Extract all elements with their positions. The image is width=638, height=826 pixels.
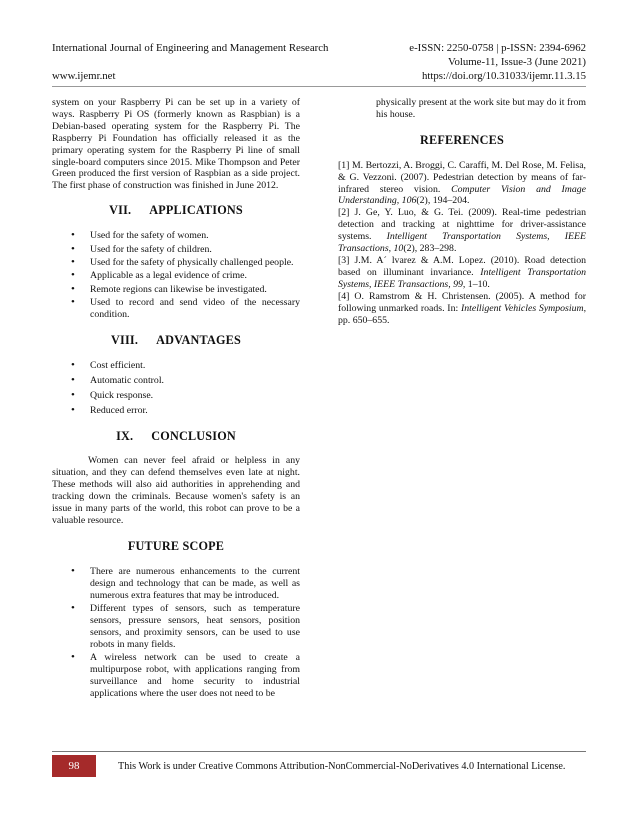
page-number-badge: 98 xyxy=(52,755,96,777)
applications-list xyxy=(52,230,300,321)
left-column xyxy=(52,97,300,701)
list-item: • Used to record and send video of the necessary condition. xyxy=(52,297,300,321)
list-item: • A wireless network can be used to create a multipurpose robot, with applications ranging from surveillance and home security to industrial applications where the user does not need to be xyxy=(52,652,300,700)
reference-item: [2] J. Ge, Y. Luo, & G. Tei. (2009). Real-time pedestrian detection and tracking at nighttime for driver-assistance systems. Intelligent Transportation Systems, IEEE Transactions, 10(2), 283–298. xyxy=(338,207,586,255)
list-item: • Used for the safety of children. xyxy=(52,244,300,256)
list-item: • Remote regions can likewise be investigated. xyxy=(52,284,300,296)
issn-info: e-ISSN: 2250-0758 | p-ISSN: 2394-6962 xyxy=(409,42,586,54)
list-item: • There are numerous enhancements to the current design and technology that can be made, as well as numerous extra features that may be introduced. xyxy=(52,566,300,602)
header-divider xyxy=(52,86,586,87)
page-footer xyxy=(52,755,586,777)
website-link[interactable]: www.ijemr.net xyxy=(52,70,116,82)
applications-heading xyxy=(52,205,300,217)
reference-item: [4] O. Ramstrom & H. Christensen. (2005). A method for following unmarked roads. In: Intelligent Vehicles Symposium, pp. 650–655. xyxy=(338,290,587,326)
future-scope-list xyxy=(52,566,300,700)
applications-number: VII. xyxy=(109,203,132,218)
list-item: • Used for the safety of physically challenged people. xyxy=(52,257,300,269)
applications-title: APPLICATIONS xyxy=(149,203,243,218)
running-header-top xyxy=(52,41,586,55)
advantages-list xyxy=(52,360,300,417)
conclusion-title: CONCLUSION xyxy=(151,428,236,443)
volume-info: Volume-11, Issue-3 (June 2021) xyxy=(448,56,586,68)
running-header-links xyxy=(52,69,586,83)
conclusion-heading xyxy=(52,428,300,443)
advantages-title: ADVANTAGES xyxy=(156,333,241,347)
references-heading: REFERENCES xyxy=(420,132,504,147)
conclusion-number: IX. xyxy=(116,428,134,443)
advantages-heading xyxy=(52,335,300,347)
list-item: • Different types of sensors, such as temperature sensors, pressure sensors, heat sensors, position sensors, and proximity sensors, can be used to use robots in many fields. xyxy=(52,603,300,651)
intro-paragraph: system on your Raspberry Pi can be set up in a variety of ways. Raspberry Pi OS (formerly known as Raspbian) is a Debian-based operating system for the Raspberry Pi. The Raspberry Pi Foundation has officially released it as the primary operating system for the Raspberry Pi line of small single-board computers since 2015. Mike Thompson and Peter Green produced the first version of Raspbian as a side project. The first phase of construction was finished in June 2012. xyxy=(52,97,300,192)
conclusion-paragraph: Women can never feel afraid or helpless in any situation, and they can defend themselves even late at night. These methods will also aid authorities in apprehending and tracking down the criminals. Because women's safety is an issue in many parts of the world, this robot can prove to be a valuable resource. xyxy=(52,455,300,526)
references-list xyxy=(338,160,586,327)
right-column xyxy=(338,97,586,326)
list-item: • Reduced error. xyxy=(52,405,300,417)
list-item: • Cost efficient. xyxy=(52,360,300,372)
list-item: • Quick response. xyxy=(52,390,300,402)
future-scope-heading: FUTURE SCOPE xyxy=(127,538,225,553)
continuation-paragraph: physically present at the work site but may do it from his house. xyxy=(376,97,586,120)
license-text: This Work is under Creative Commons Attribution-NonCommercial-NoDerivatives 4.0 International License. xyxy=(118,760,566,772)
reference-item: [1] M. Bertozzi, A. Broggi, C. Caraffi, M. Del Rose, M. Felisa, & G. Vezzoni. (2007). Pedestrian detection by means of far-infrared stereo vision. Computer Vision and Image Understanding, 106(2), 194–204. xyxy=(338,159,586,207)
list-item: • Automatic control. xyxy=(52,375,300,387)
advantages-number: VIII. xyxy=(111,333,139,347)
journal-name: International Journal of Engineering and Management Research xyxy=(52,42,329,54)
running-header-volume xyxy=(52,55,586,69)
reference-item: [3] J.M. A´ lvarez & A.M. Lopez. (2010). Road detection based on illuminant invariance. Intelligent Transportation Systems, IEEE Transactions, 99, 1–10. xyxy=(338,254,587,290)
list-item: • Applicable as a legal evidence of crime. xyxy=(52,270,300,282)
doi-link[interactable]: https://doi.org/10.31033/ijemr.11.3.15 xyxy=(421,70,586,82)
list-item: • Used for the safety of women. xyxy=(52,230,300,242)
footer-divider xyxy=(52,751,586,752)
